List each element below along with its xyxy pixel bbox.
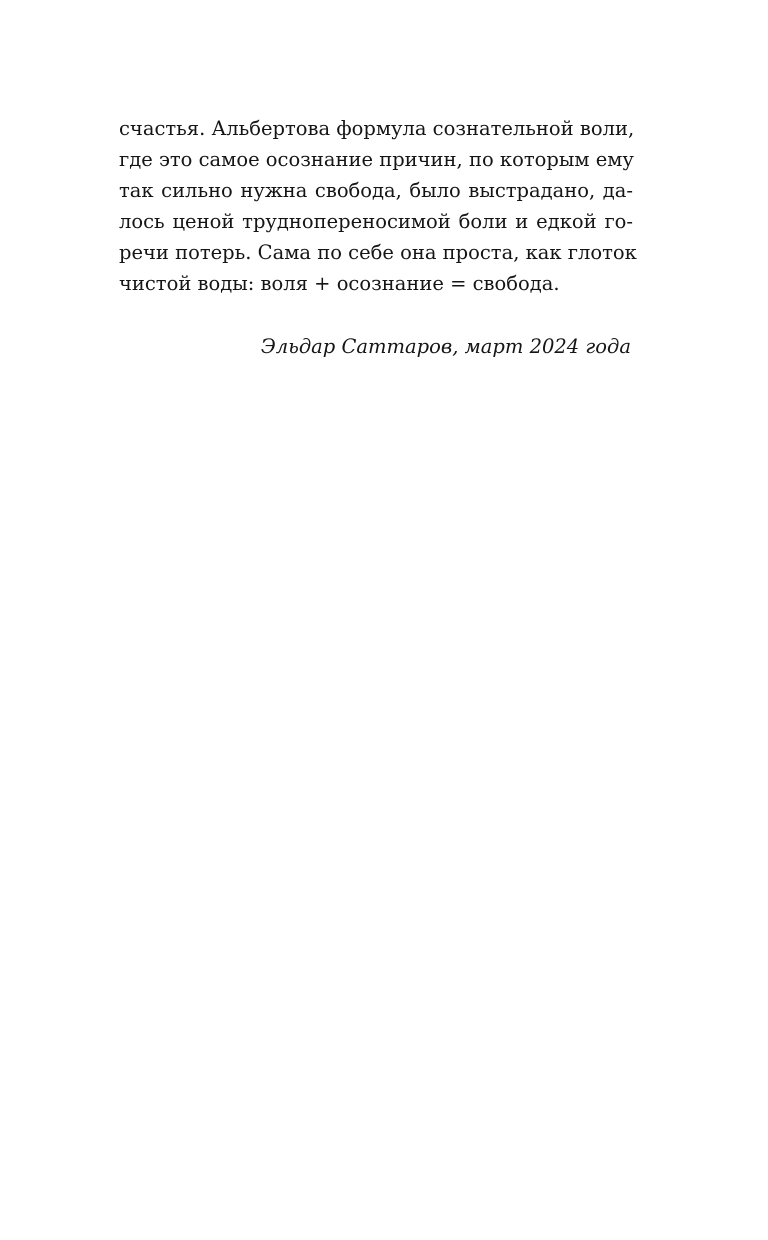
body-paragraph [119,113,637,299]
text-line: так сильно нужна свобода, было выстрадано, да- [119,179,633,202]
author-signature: Эльдар Саттаров, март 2024 года [260,335,631,358]
text-line: где это самое осознание причин, по которым ему [119,148,634,171]
text-line: речи потерь. Сама по себе она проста, как глоток [119,241,637,264]
text-line-last: чистой воды: воля + осознание = свобода. [119,272,560,295]
text-line: счастья. Альбертова формула сознательной воли, [119,117,635,140]
text-line: лось ценой труднопереносимой боли и едкой го- [119,210,633,233]
